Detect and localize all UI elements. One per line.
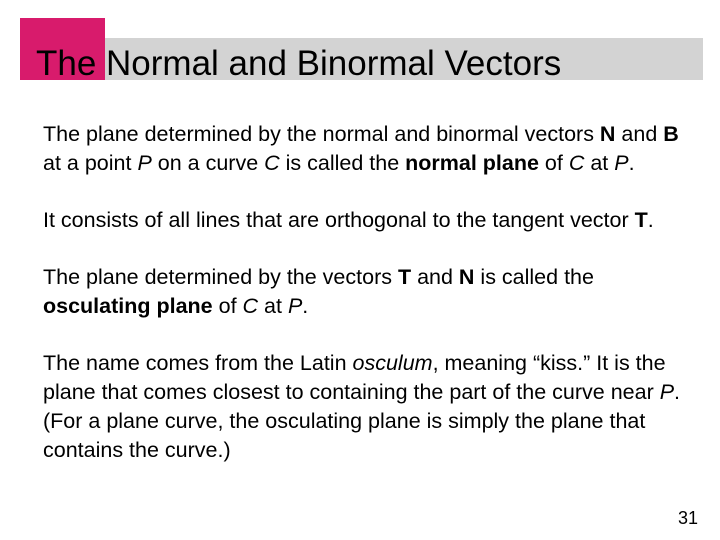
text-run: . [302,294,309,318]
point-p: P [287,294,303,318]
text-run: and [411,265,459,289]
text-run: and [615,122,664,146]
paragraph-osculating-plane [43,263,693,321]
latin-word-osculum: osculum [352,351,433,375]
term-normal-plane: normal plane [405,151,539,175]
paragraph-osculum-etymology [43,349,693,465]
paragraph-normal-plane [43,120,693,178]
text-run: , meaning “kiss.” It is the plane that comes closest to containing the part of the curve near [43,351,666,404]
vector-b: B [663,122,679,146]
point-p: P [614,151,629,175]
point-p: P [659,380,675,404]
text-run: of [212,294,243,318]
slide-body [43,120,693,465]
vector-t: T [634,208,648,232]
text-run: at a point [43,151,138,175]
vector-n: N [599,122,616,146]
text-run: is called the [279,151,406,175]
text-run: at [258,294,288,318]
curve-c: C [568,151,585,175]
point-p: P [137,151,152,175]
vector-t: T [397,265,412,289]
text-run: It consists of all lines that are orthogonal to the tangent vector [43,208,635,232]
slide-title: The Normal and Binormal Vectors [36,44,562,83]
text-run: on a curve [151,151,265,175]
text-run: is called the [474,265,594,289]
page-number: 31 [677,508,698,528]
curve-c: C [264,151,280,175]
text-run: The plane determined by the normal and binormal vectors [43,122,600,146]
text-run: at [584,151,615,175]
curve-c: C [242,294,259,318]
text-run: . [647,208,654,232]
text-run: The plane determined by the vectors [43,265,398,289]
text-run: . [628,151,635,175]
paragraph-orthogonal-lines [43,206,693,235]
text-run: The name comes from the Latin [43,351,353,375]
text-run: . (For a plane curve, the osculating plane is simply the plane that contains the curve.) [43,380,681,462]
text-run: of [538,151,569,175]
vector-n: N [458,265,475,289]
term-osculating-plane: osculating plane [43,294,213,318]
